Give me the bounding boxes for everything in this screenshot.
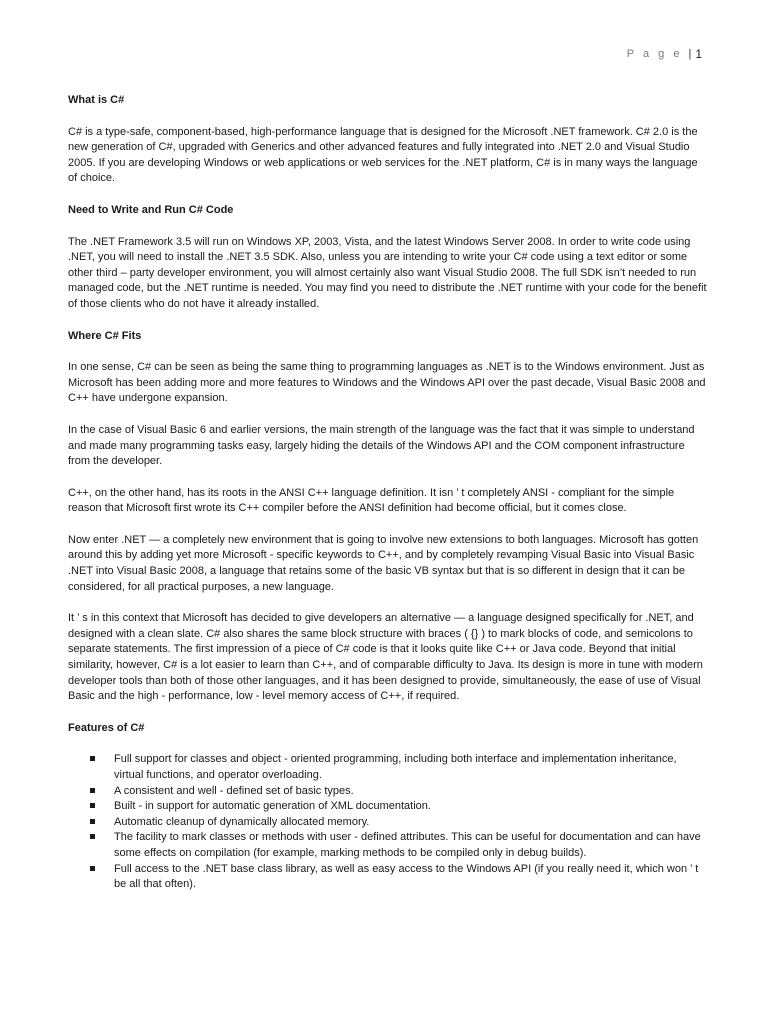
list-item-text: Full access to the .NET base class library, as well as easy access to the Windows API (if you really need it, which won ’ t be all that often). — [114, 862, 699, 891]
page-number: 1 — [695, 47, 702, 61]
list-item — [90, 815, 708, 831]
section-heading: What is C# — [68, 94, 125, 106]
document-body — [68, 93, 708, 893]
section-write-and-run — [68, 203, 708, 313]
square-bullet-icon — [90, 834, 95, 839]
section-heading: Features of C# — [68, 721, 145, 734]
square-bullet-icon — [90, 788, 95, 793]
paragraph: Now enter .NET — a completely new environment that is going to involve new extensions to both languages. Microsoft has gotten around this by adding yet more Microsoft - specific keywords to C++, and by completely revamping Visual Basic into Visual Basic .NET into Visual Basic 2008, a language that retains some of the basic VB syntax but that is so different in design that it can be considered, for all practical purposes, a new language. — [68, 533, 699, 593]
list-item — [90, 752, 708, 783]
page-label: P a g e — [626, 48, 683, 60]
paragraph: C# is a type-safe, component-based, high-performance language that is designed for the Microsoft .NET framework. C# 2.0 is the new generation of C#, upgraded with Generics and other advanced features and fully integrated into .NET 2.0 and Visual Studio 2005. If you are developing Windows or web applications or web services for the .NET platform, C# is in many ways the language of choice. — [68, 125, 698, 185]
paragraph: In the case of Visual Basic 6 and earlier versions, the main strength of the language was the fact that it was simple to understand and made many programming tasks easy, largely hiding the details of the Windows API and the COM component infrastructure from the developer. — [68, 423, 695, 468]
square-bullet-icon — [90, 756, 95, 761]
list-item-text: A consistent and well - defined set of basic types. — [114, 784, 354, 797]
section-features — [68, 721, 708, 893]
list-item-text: The facility to mark classes or methods with user - defined attributes. This can be useful for documentation and can have some effects on compilation (for example, marking methods to be compiled only in debug builds). — [114, 831, 701, 859]
list-item-text: Automatic cleanup of dynamically allocated memory. — [114, 815, 370, 828]
paragraph: It ’ s in this context that Microsoft has decided to give developers an alternative — a language designed specifically for .NET, and designed with a clean slate. C# also shares the same block structure with braces ( {} ) to mark blocks of code, and semicolons to separate statements. The first impression of a piece of C# code is that it looks quite like C++ or Java code. Beyond that initial similarity, however, C# is a lot easier to learn than C++, and of comparable difficulty to Java. Its design is more in tune with modern developer tools than both of those other languages, and it has been designed to provide, simultaneously, the ease of use of Visual Basic and the high - performance, low - level memory access of C++, if required. — [68, 612, 703, 703]
features-list — [68, 752, 708, 892]
section-what-is-csharp — [68, 93, 708, 187]
square-bullet-icon — [90, 803, 95, 808]
list-item-text: Full support for classes and object - oriented programming, including both interface and implementation inheritance, virtual functions, and operator overloading. — [114, 753, 677, 781]
paragraph: In one sense, C# can be seen as being the same thing to programming languages as .NET is to the Windows environment. Just as Microsoft has been adding more and more features to Windows and the Windows API over the past decade, Visual Basic 2008 and C++ have undergone expansion. — [68, 361, 706, 405]
page-header — [627, 47, 702, 61]
list-item — [90, 830, 708, 861]
list-item-text: Built - in support for automatic generation of XML documentation. — [114, 800, 431, 813]
section-heading: Need to Write and Run C# Code — [68, 203, 234, 216]
square-bullet-icon — [90, 819, 95, 824]
paragraph: The .NET Framework 3.5 will run on Windows XP, 2003, Vista, and the latest Windows Server 2008. In order to write code using .NET, you will need to install the .NET 3.5 SDK. Also, unless you are intending to write your C# code using a text editor or some other third – party developer environment, you will almost certainly also want Visual Studio 2008. The full SDK isn’t needed to run managed code, but the .NET runtime is needed. You may find you need to distribute the .NET runtime with your code for the benefit of those clients who do not have it already installed. — [68, 235, 707, 310]
section-where-csharp-fits — [68, 329, 708, 705]
list-item — [90, 862, 708, 893]
page-separator: | — [688, 48, 692, 60]
section-heading: Where C# Fits — [68, 329, 142, 342]
list-item — [90, 784, 708, 800]
paragraph: C++, on the other hand, has its roots in the ANSI C++ language definition. It isn ’ t completely ANSI - compliant for the simple reason that Microsoft first wrote its C++ compiler before the ANSI definition had become official, but it comes close. — [68, 486, 675, 515]
square-bullet-icon — [90, 866, 95, 871]
list-item — [90, 799, 708, 815]
